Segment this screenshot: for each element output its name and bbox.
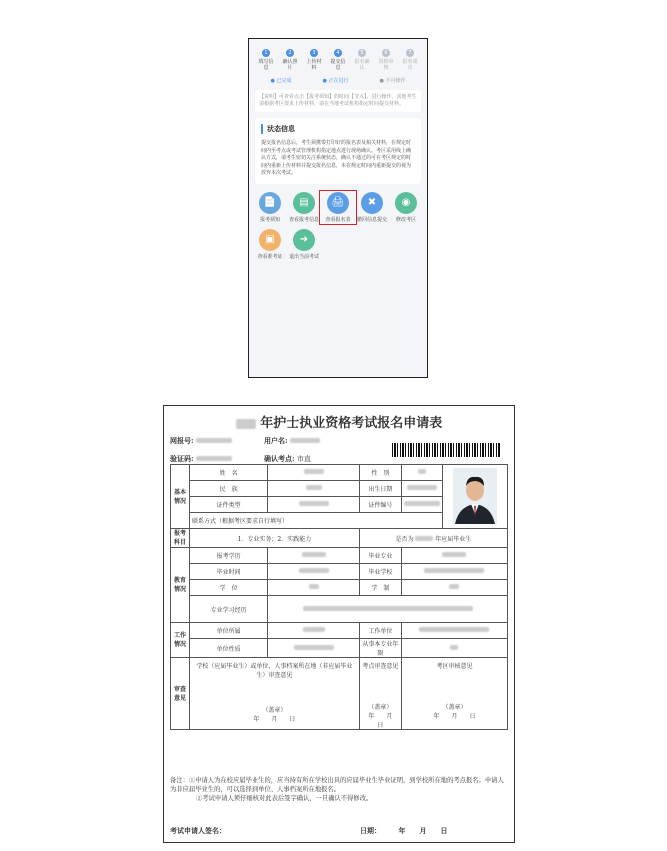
tile-icon: 📄 — [259, 192, 281, 214]
step-label: 报名确认 — [354, 59, 370, 71]
step-1 — [257, 49, 275, 71]
step-dot: 6 — [382, 49, 390, 57]
tile-label: 查看报考信息 — [289, 216, 320, 223]
step-2 — [281, 49, 299, 71]
tile-label: 查看报名表 — [325, 216, 351, 223]
phone-screen — [248, 38, 428, 378]
legend-done: ● 已完成 — [270, 78, 292, 84]
action-tile-6[interactable] — [253, 229, 287, 260]
tile-icon: ▣ — [259, 229, 281, 251]
reg-no: 网报号: — [170, 436, 232, 446]
action-tile-3[interactable] — [321, 192, 355, 223]
step-label: 报名成功 — [402, 59, 418, 71]
status-body: 提交报名信息后，考生须携带打印好的报名表及相关材料，在规定时间内至考点或考试管理机构指定地点进行现场确认。考区采用线上确认方式，请考生密切关注系统状态，确认不通过的可在考区规定的时间内重新上传材料并提交报名信息，未在规定时间内重新提交的视为放弃本次考试。 — [261, 140, 412, 176]
step-dot: 1 — [262, 49, 270, 57]
tile-icon: ✖ — [361, 192, 383, 214]
action-tile-7[interactable] — [287, 229, 321, 260]
status-card — [255, 118, 421, 184]
tile-label: 报考须知 — [259, 216, 280, 223]
legend-current: ● 正在进行 — [322, 78, 349, 84]
action-tile-2[interactable] — [287, 192, 321, 223]
status-title: 状态信息 — [261, 124, 415, 134]
step-dot: 3 — [310, 49, 318, 57]
confirm-point: 确认考点: 市直 — [264, 454, 311, 463]
step-7 — [401, 49, 419, 71]
step-dot: 2 — [286, 49, 294, 57]
tile-label: 查看准考证 — [257, 253, 283, 260]
step-legend — [255, 77, 421, 84]
application-form — [163, 405, 515, 843]
step-label: 确认照片 — [282, 59, 298, 71]
tile-label: 撤回信息提交 — [357, 216, 388, 223]
tile-icon: ➜ — [293, 229, 315, 251]
tile-label: 退出当前考试 — [289, 253, 320, 260]
verify-code: 验证码: — [170, 454, 232, 464]
section-basic: 基本情况 — [171, 465, 190, 529]
action-grid — [253, 192, 423, 260]
username: 用户名: — [264, 436, 320, 446]
step-label: 资格审核 — [378, 59, 394, 71]
step-label: 上传材料 — [306, 59, 322, 71]
tile-icon: 🖨 — [327, 192, 349, 214]
applicant-photo — [453, 468, 497, 524]
tile-icon: ▤ — [293, 192, 315, 214]
form-table: 基本情况 姓 名 性 别 民 族 出生日期 证件类型 证件编号 联系方式（根据考区要求自行填写） 报考科目 1．专业实务；2．实践能力 是否为 年应届毕业生 教育情况 报考学历 毕业专业 毕业时间 毕业学校 学 位 学 制 专业学习经历 工作情况 单位所属 工作单位 单位性质 从事本专业年限 审查意见 学校（应届毕业生）或单位、人事档案所在地（非应届毕业生）审查意见 （盖章） 年 月 日 考点审查意见 （盖章） 年 月 日 考区审核意见 （盖章） 年 月 日 — [170, 464, 508, 730]
step-6 — [377, 49, 395, 71]
step-3 — [305, 49, 323, 71]
step-label: 提交信息 — [330, 59, 346, 71]
step-4 — [329, 49, 347, 71]
step-5 — [353, 49, 371, 71]
photo — [443, 465, 508, 529]
legend-pending: ● 不可操作 — [379, 78, 406, 84]
tile-label: 修改考区 — [395, 216, 416, 223]
barcode — [392, 443, 500, 457]
form-title: 年护士执业资格考试报名申请表 — [164, 412, 514, 431]
step-dot: 7 — [406, 49, 414, 57]
step-dot: 5 — [358, 49, 366, 57]
action-tile-4[interactable] — [355, 192, 389, 223]
remarks: 备注：①申请人为在校应届毕业生的，应当持有所在学校出具的应届毕业生毕业证明，到学校所在地的考点报名；申请人为非应届毕业生的，可以选择到单位、人事档案所在地报名。 ②考试申请人须仔细核对此表后签字确认，一旦确认不得修改。 — [170, 777, 504, 802]
instruction-note: 【说明】可查看点击【报考须知】的时间【节点】，进行操作。其他考生请根据考区要求上传材料，请在当地考试机构指定时间提交材料。 — [255, 90, 421, 112]
step-dot: 4 — [334, 49, 342, 57]
progress-steps — [249, 39, 427, 71]
step-label: 填写信息 — [258, 59, 274, 71]
action-tile-5[interactable] — [389, 192, 423, 223]
action-tile-1[interactable] — [253, 192, 287, 223]
tile-icon: ◉ — [395, 192, 417, 214]
signature-line: 考试申请人签名： 日期： 年 月 日 — [170, 826, 448, 835]
